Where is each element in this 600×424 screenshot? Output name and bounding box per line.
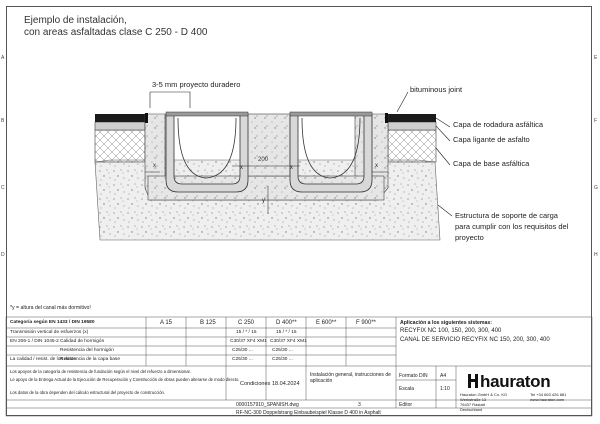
applies-label: Aplicación a los siguientes sistemas: [400,320,492,326]
row5-label: La calidad / resist. de los datos [10,357,76,362]
label-soporte-1: Estructura de soporte de carga [455,211,558,220]
dimension-x-right: x [375,163,378,169]
row5-c250: C25/30 ... [232,357,253,362]
row4-c250: C25/30 ... [232,348,253,353]
logo-text: hauraton [480,372,551,391]
binder-layer-right [388,122,436,130]
row2-label: Transmisión vertical de esfuerzos (x) [10,330,89,335]
dimension-x-left: x [153,163,156,169]
grid-letter-e: E [594,55,598,61]
dimension-200: 200 [258,157,269,163]
binder-layer-left [95,122,145,130]
grid-letter-a: A [1,55,5,61]
revision: 3 [358,402,361,408]
row3-label: EN 206-1 / DIN 1045-2 [10,339,59,344]
grid-letter-d: D [1,252,5,258]
row5-d400: C25/30 ... [272,357,293,362]
row3-c250: C30/37 XF4 XM1 [230,339,267,344]
sheet-label: Editor [399,402,413,408]
label-durable-project: 3-5 mm proyecto duradero [152,80,241,89]
base-layer-right [388,130,436,162]
install-note: Instalación general, instrucciones de aplicación [310,372,391,384]
logo-mark-icon [468,374,478,388]
drawing-title-line2: con areas asfaltadas clase C 250 - D 400 [24,27,208,38]
hauraton-logo [468,372,550,392]
row5-sub: Resistencia de la capa base [60,357,120,362]
grid-letter-f: F [594,118,598,124]
applies-recyfix: RECYFIX NC 100, 150, 200, 300, 400 [400,328,502,334]
class-c250: C 250 [238,320,255,326]
footnote: *y = altura del canal más dormitivo! [10,305,91,311]
class-b125: B 125 [200,320,216,326]
scale-label: Escala [399,386,415,392]
wearing-course-right [388,114,436,122]
grid-letter-b: B [1,118,5,124]
class-d400: D 400** [276,320,297,326]
dimension-y: y [262,198,265,204]
class-e600: E 600** [316,320,337,326]
row3-d400: C30/37 XF4 XM1 [270,339,307,344]
row4-sub: Resistencia del hormigón [60,348,114,353]
grid-letter-h: H [594,252,598,258]
format-value: A4 [440,373,447,379]
note-2: Le apoyo de la Entrega Actual de la Ejecución de Recuperación y Construcción de obras pueden alterarse de modo directo. [10,377,240,382]
company-addr-3: 76437 Rastatt [460,402,485,407]
note-1: Los apoyos de la categoría de resistencia de fundación según el nivel del refuerzo a dimensionar. [10,369,191,374]
doc-number: 0000157910_SPANISH.dwg [236,402,299,408]
company-addr-2: Werkstraße 13 [460,397,487,402]
grid-letter-c: C [1,185,5,191]
label-capa-ligante: Capa ligante de asfalto [453,135,530,144]
wearing-course-left [95,114,145,122]
dimension-x-center-left: x [240,165,243,171]
conditions-label: Condiciones [240,381,271,387]
class-a15: A 15 [160,320,173,326]
drawing-title-line1: Ejemplo de instalación, [24,15,127,26]
label-bituminous-joint: bituminous joint [410,85,463,94]
dimension-x-center-right: x [290,165,293,171]
label-soporte-3: proyecto [455,233,484,242]
row4-d400: C25/30 ... [272,348,293,353]
format-label: Formato DIN [399,373,428,379]
title-block-grid [6,317,592,416]
row2-c250: 15 / * / 15 [236,330,257,335]
conditions-date: 18.04.2024 [272,381,300,387]
label-soporte-2: para cumplir con los requisitos del [455,222,569,231]
scale-value: 1:10 [440,386,450,392]
class-row-label: Categoría según EN 1433 / DIN 19580 [10,320,95,325]
class-f900: F 900** [356,320,377,326]
row3-sub: Calidad de hormigón [60,339,105,344]
applies-service: CANAL DE SERVICIO RECYFIX NC 150, 200, 300, 400 [400,337,550,343]
concrete-center-fill [245,114,290,176]
company-addr-4: Deutschland [460,407,483,412]
label-capa-rodadura: Capa de rodadura asfáltica [453,120,544,129]
company-addr-1: Hauraton GmbH & Co. KG [460,392,508,397]
note-3: Los datos de la obra dependen del cálculo estructural del proyecto de construcción. [10,390,166,395]
grid-letter-g: G [594,185,598,191]
row2-d400: 15 / * / 15 [276,330,297,335]
footer-description: RF-NC-300 Doppelstrang Einbaubeispiel Klasse D 400 in Asphalt [236,410,381,416]
company-web: www.hauraton.com [530,397,565,402]
label-capa-base: Capa de base asfáltica [453,159,530,168]
base-layer-left [95,130,145,162]
company-phone: Tel +34 663 426 881 [530,392,567,397]
